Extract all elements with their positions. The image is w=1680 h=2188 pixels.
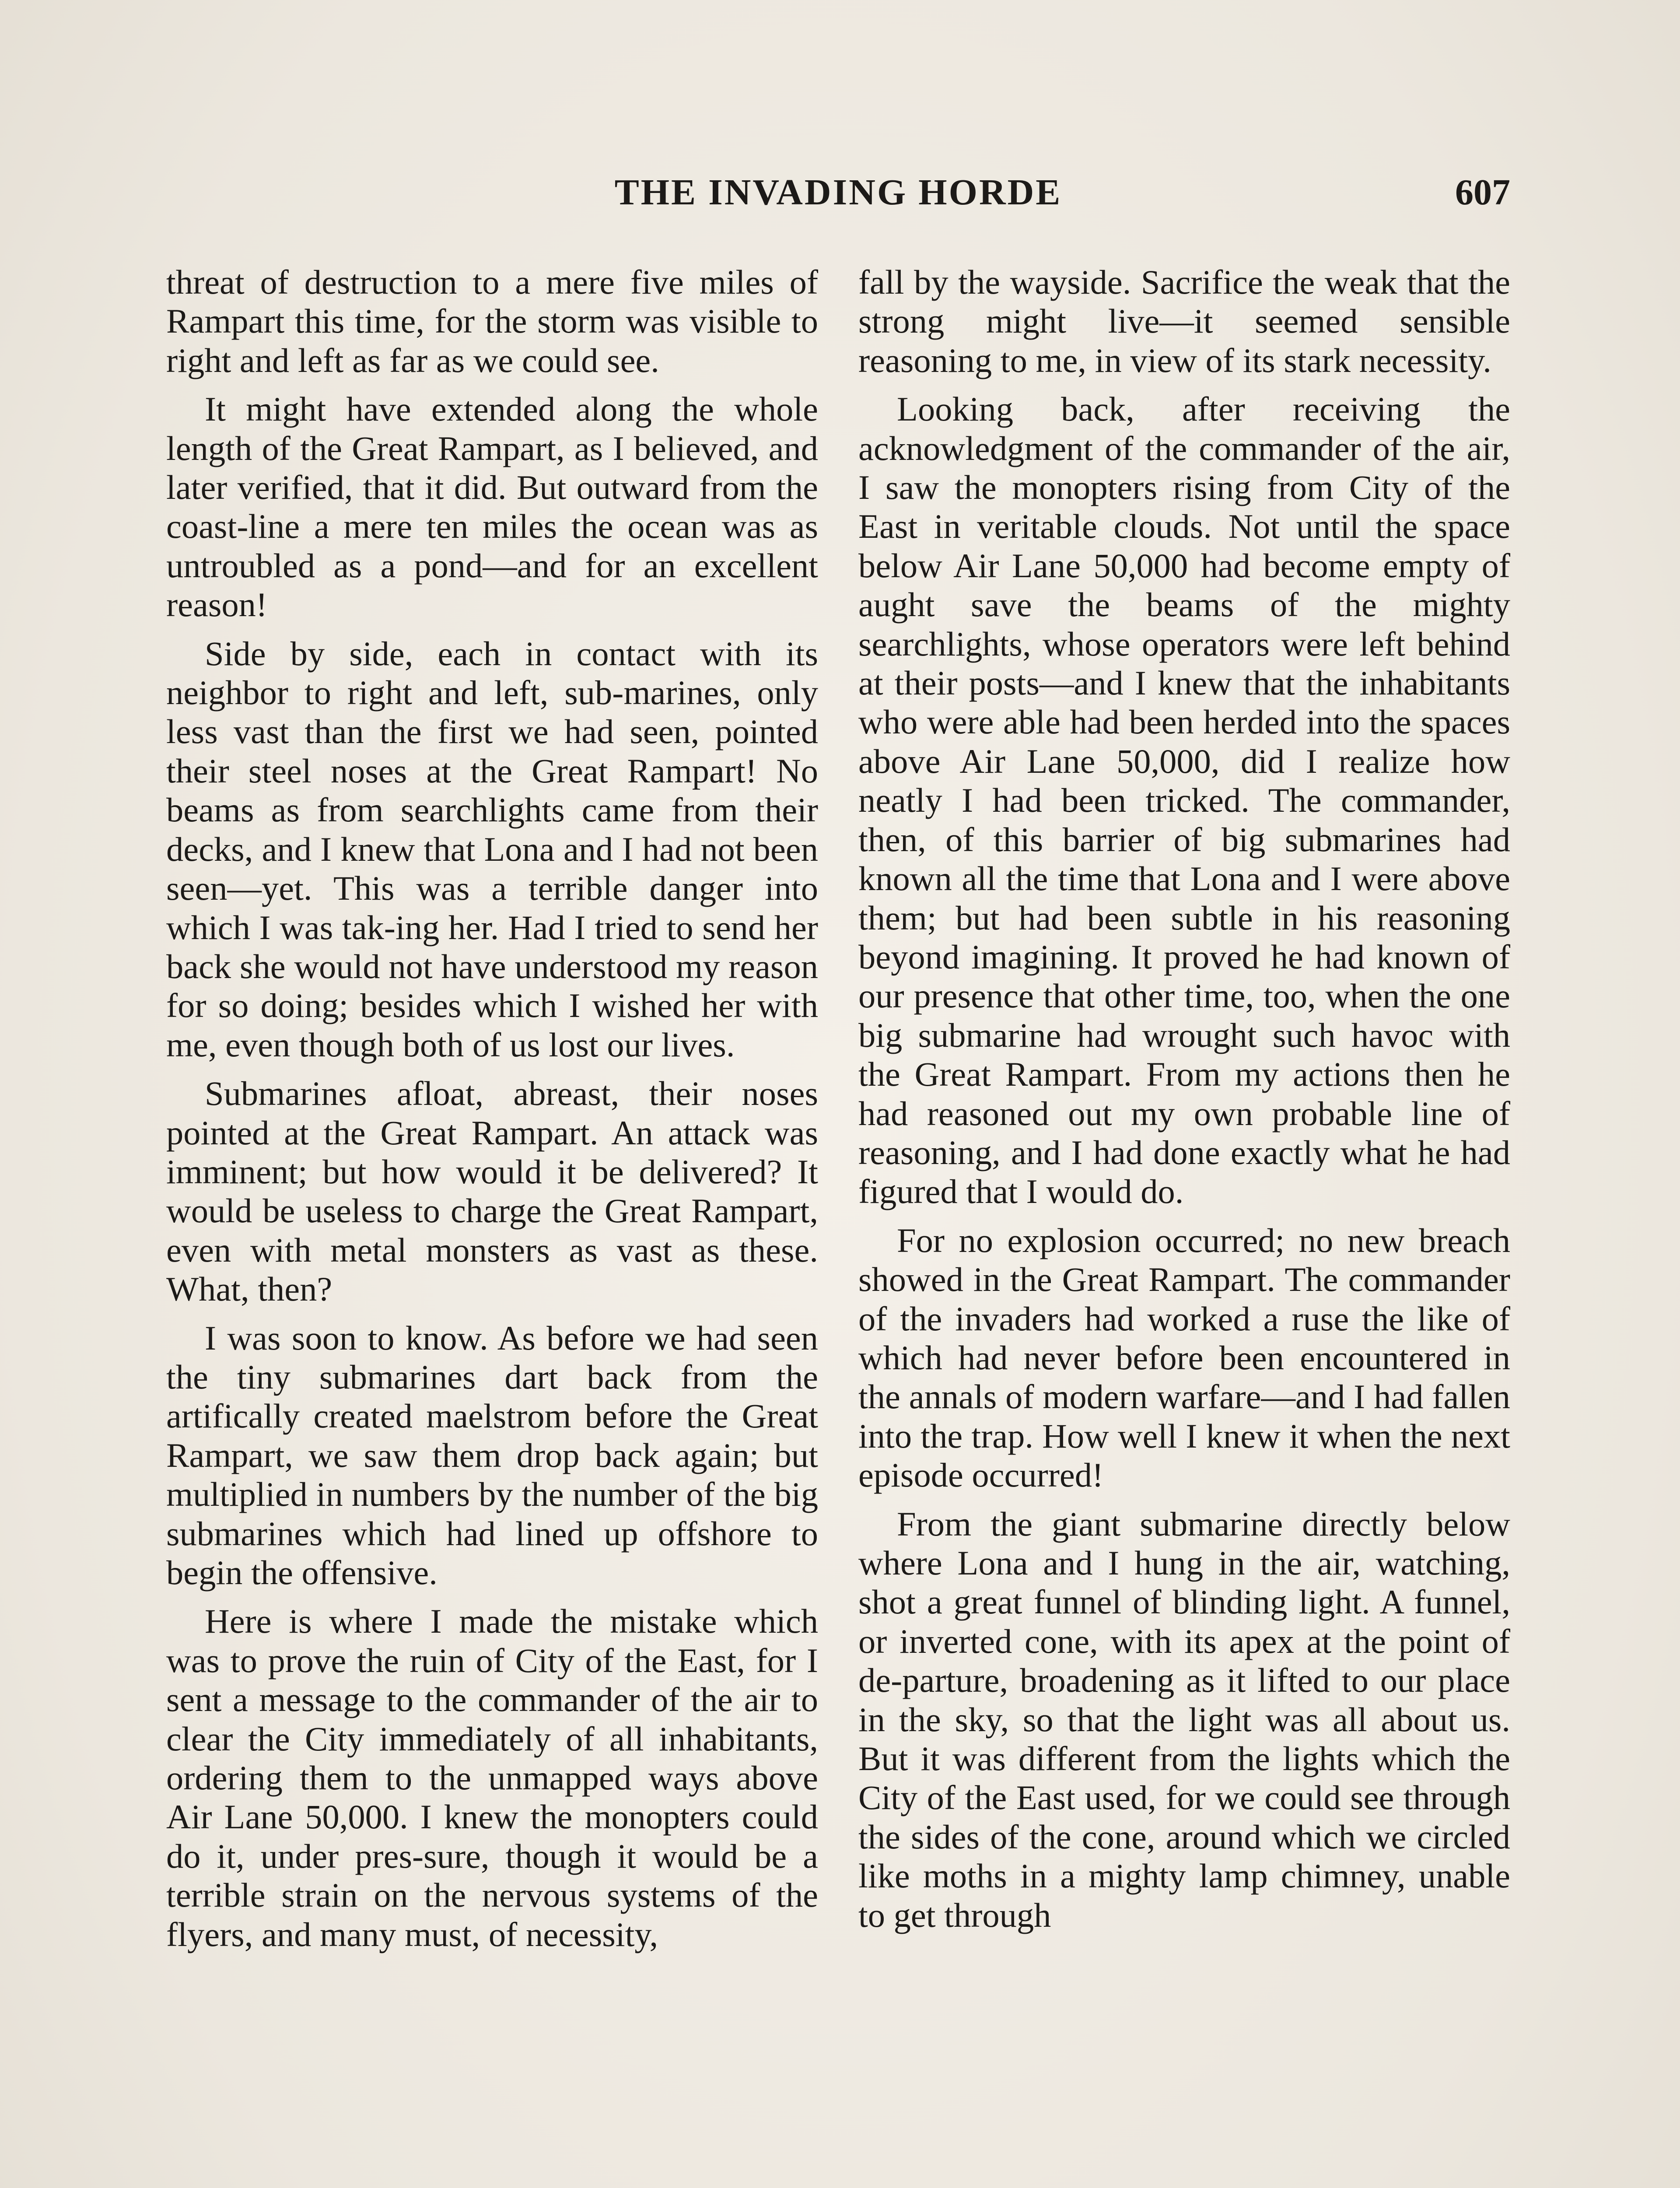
paragraph: From the giant submarine directly below where Lona and I hung in the air, watching, shot a great funnel of blinding light. A funnel, or inverted cone, with its apex at the point of de-parture, broadening as it lifted to our place in the sky, so that the light was all about us. But it was different from the lights which the City of the East used, for we could see through the sides of the cone, around which we circled like moths in a mighty lamp chimney, unable to get through [858,1504,1510,1934]
page-number: 607 [1455,172,1510,213]
paragraph: Submarines afloat, abreast, their noses pointed at the Great Rampart. An attack was imminent; but how would it be delivered? It would be useless to charge the Great Rampart, even with metal monsters as vast as these. What, then? [166,1074,818,1308]
text-column-right [858,263,1510,1944]
paragraph: Side by side, each in contact with its neighbor to right and left, sub-marines, only less vast than the first we had seen, pointed their steel noses at the Great Rampart! No beams as from searchlights came from their decks, and I knew that Lona and I had not been seen—yet. This was a terrible danger into which I was tak-ing her. Had I tried to send her back she would not have understood my reason for so doing; besides which I wished her with me, even though both of us lost our lives. [166,634,818,1064]
paragraph: I was soon to know. As before we had seen the tiny submarines dart back from the artifically created maelstrom before the Great Rampart, we saw them drop back again; but multiplied in numbers by the number of the big submarines which had lined up offshore to begin the offensive. [166,1318,818,1592]
running-head [166,168,1510,217]
running-title: THE INVADING HORDE [614,172,1062,213]
paragraph: Here is where I made the mistake which was to prove the ruin of City of the East, for I sent a message to the commander of the air to clear the City immediately of all inhabitants, ordering them to the unmapped ways above Air Lane 50,000. I knew the monopters could do it, under pres-sure, though it would be a terrible strain on the nervous systems of the flyers, and many must, of necessity, [166,1602,818,1953]
paragraph: For no explosion occurred; no new breach showed in the Great Rampart. The commander of the invaders had worked a ruse the like of which had never before been encountered in the annals of modern warfare—and I had fallen into the trap. How well I knew it when the next episode occurred! [858,1221,1510,1494]
paragraph: threat of destruction to a mere five miles of Rampart this time, for the storm was visible to right and left as far as we could see. [166,263,818,379]
paragraph: It might have extended along the whole length of the Great Rampart, as I believed, and later verified, that it did. But outward from the coast-line a mere ten miles the ocean was as untroubled as a pond—and for an excellent reason! [166,390,818,624]
text-column-left [166,263,818,1964]
paragraph: fall by the wayside. Sacrifice the weak that the strong might live—it seemed sensible reasoning to me, in view of its stark necessity. [858,263,1510,379]
paragraph: Looking back, after receiving the acknowledgment of the commander of the air, I saw the monopters rising from City of the East in veritable clouds. Not until the space below Air Lane 50,000 had become empty of aught save the beams of the mighty searchlights, whose operators were left behind at their posts—and I knew that the inhabitants who were able had been herded into the spaces above Air Lane 50,000, did I realize how neatly I had been tricked. The commander, then, of this barrier of big submarines had known all the time that Lona and I were above them; but had been subtle in his reasoning beyond imagining. It proved he had known of our presence that other time, too, when the one big submarine had wrought such havoc with the Great Rampart. From my actions then he had reasoned out my own probable line of reasoning, and I had done exactly what he had figured that I would do. [858,390,1510,1211]
